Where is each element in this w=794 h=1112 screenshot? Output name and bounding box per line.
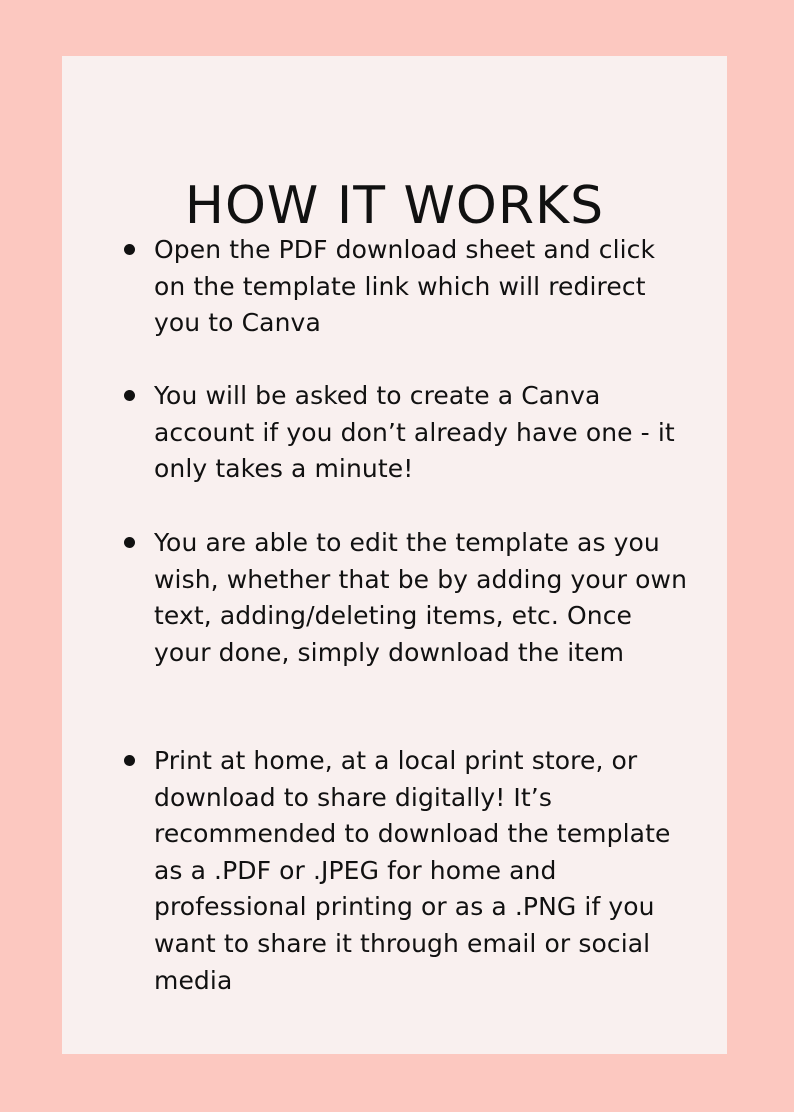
step-text: Open the PDF download sheet and click on the template link which will redirect you to Canva: [154, 235, 656, 338]
instruction-card: [62, 56, 727, 1054]
step-text: You are able to edit the template as you wish, whether that be by adding your own text, adding/deleting items, etc. Once your done, simply download the item: [154, 528, 688, 667]
page-title: HOW IT WORKS: [184, 176, 605, 236]
list-item-step-3: [154, 525, 694, 671]
step-text: You will be asked to create a Canva account if you don’t already have one - it only takes a minute!: [154, 381, 675, 484]
bullet-icon: [124, 537, 135, 548]
bullet-icon: [124, 390, 135, 401]
list-item-step-2: [154, 378, 694, 488]
step-text: Print at home, at a local print store, or download to share digitally! It’s recommended to download the template as a .PDF or .JPEG for home and professional printing or as a .PNG if you want to share it through email or social media: [154, 746, 671, 995]
list-item-step-1: [154, 232, 694, 342]
bullet-icon: [124, 244, 135, 255]
list-item-step-4: [154, 743, 694, 999]
bullet-icon: [124, 755, 135, 766]
